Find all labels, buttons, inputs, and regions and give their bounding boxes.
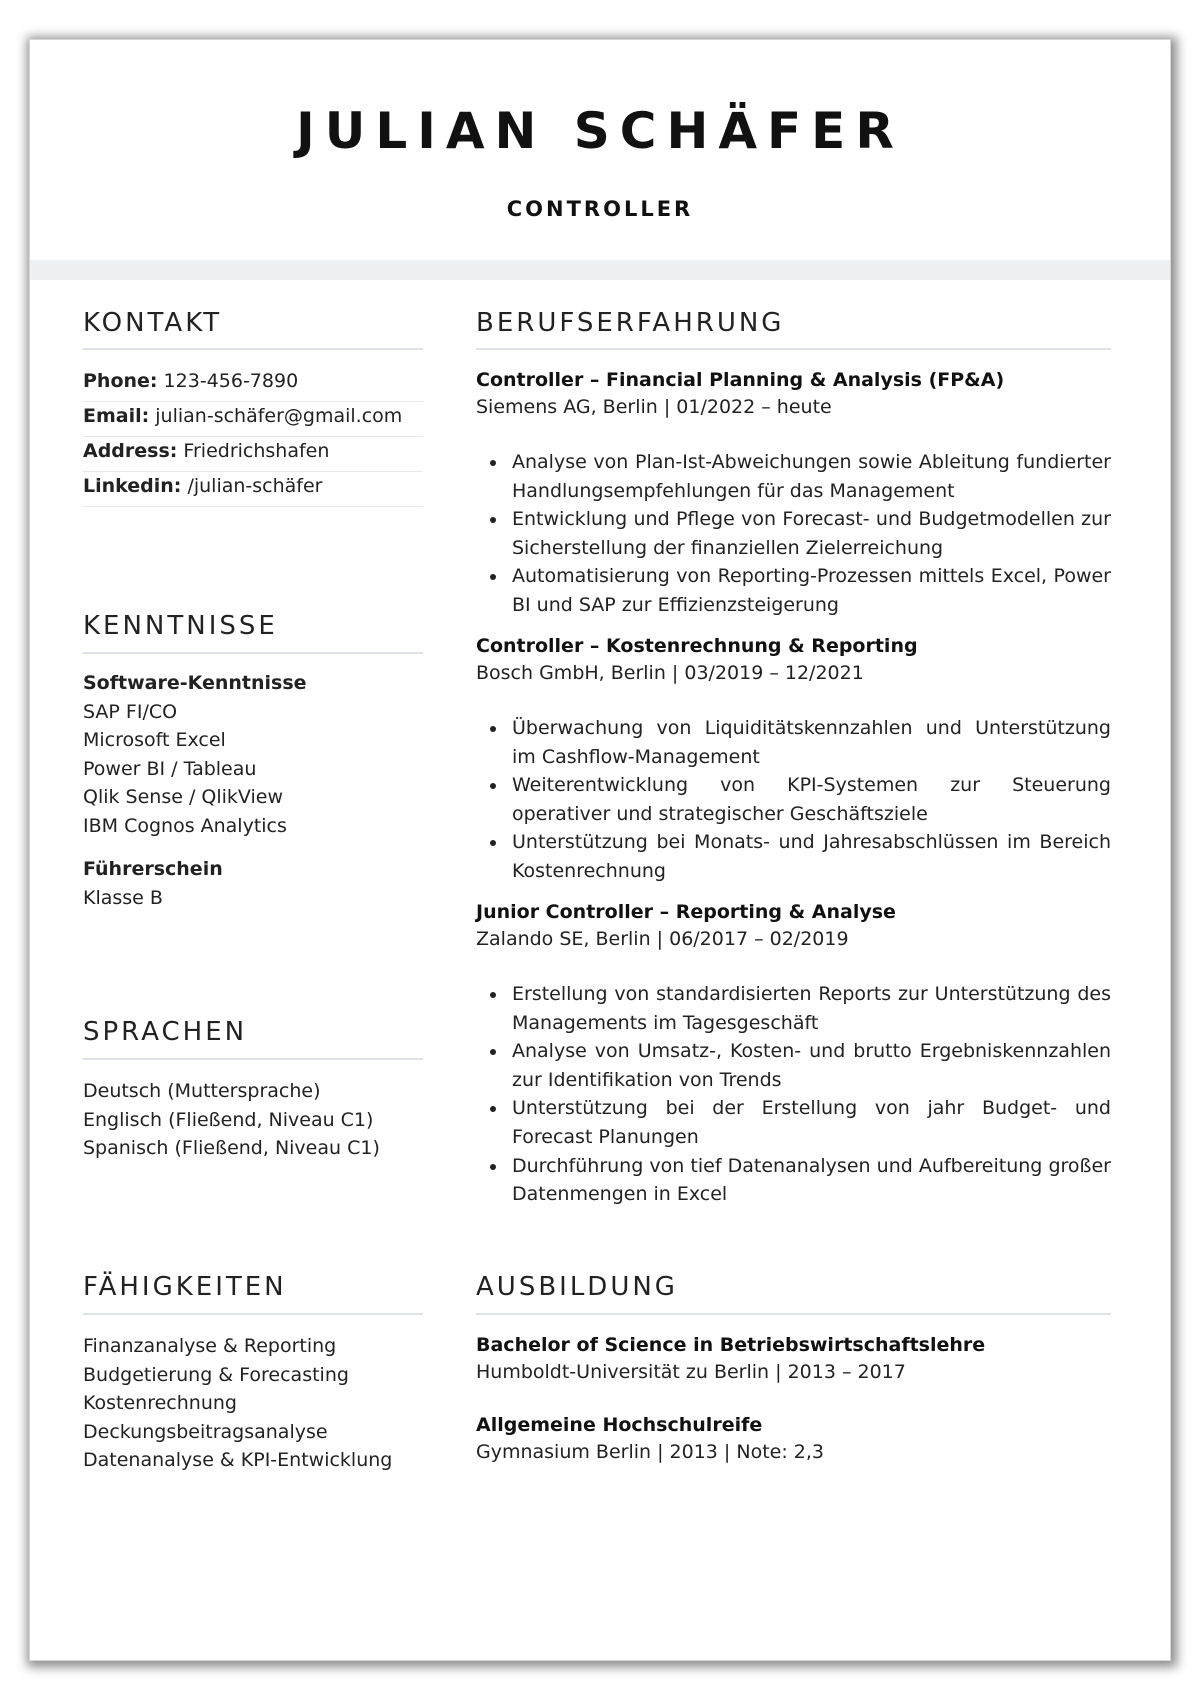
job-bullet: Durchführung von tief Datenanalysen und Aufbereitung großer Datenmengen in Excel — [476, 1152, 1111, 1209]
job-2-bullets — [476, 714, 1111, 886]
contact-address-value: Friedrichshafen — [177, 440, 330, 462]
software-heading: Software-Kenntnisse — [83, 672, 307, 694]
job-bullet: Erstellung von standardisierten Reports zur Unterstützung des Managements im Tagesgeschäft — [476, 980, 1111, 1037]
ability-item: Deckungsbeitragsanalyse — [83, 1420, 328, 1443]
job-3-meta: Zalando SE, Berlin | 06/2017 – 02/2019 — [476, 928, 849, 950]
job-bullet: Analyse von Plan-Ist-Abweichungen sowie Ableitung fundierter Handlungsempfehlungen für das Management — [476, 448, 1111, 505]
job-role: CONTROLLER — [506, 197, 694, 221]
section-divider — [83, 1313, 423, 1315]
header-band — [30, 260, 1170, 280]
resume-page — [30, 40, 1170, 1660]
job-bullet: Unterstützung bei der Erstellung von jahr Budget- und Forecast Planungen — [476, 1094, 1111, 1151]
job-2-title: Controller – Kostenrechnung & Reporting — [476, 635, 918, 657]
software-item: SAP FI/CO — [83, 700, 178, 723]
section-title-contact: KONTAKT — [83, 308, 223, 338]
job-bullet: Weiterentwicklung von KPI-Systemen zur Steuerung operativer und strategischer Geschäftsziele — [476, 771, 1111, 828]
contact-address — [83, 434, 423, 472]
software-item: Qlik Sense / QlikView — [83, 786, 284, 809]
section-divider — [83, 1058, 423, 1060]
section-title-experience: BERUFSERFAHRUNG — [476, 308, 785, 338]
ability-item: Datenanalyse & KPI-Entwicklung — [83, 1449, 393, 1472]
contact-email-label: Email: — [83, 405, 150, 427]
software-list — [83, 669, 307, 841]
contact-email — [83, 399, 423, 437]
license-block — [83, 855, 223, 912]
software-item: Power BI / Tableau — [83, 757, 257, 780]
person-name: JULIAN SCHÄFER — [296, 102, 904, 160]
ability-item: Budgetierung & Forecasting — [83, 1363, 349, 1386]
software-item: IBM Cognos Analytics — [83, 814, 287, 837]
education-2-meta: Gymnasium Berlin | 2013 | Note: 2,3 — [476, 1441, 825, 1463]
job-bullet: Unterstützung bei Monats- und Jahresabschlüssen im Bereich Kostenrechnung — [476, 828, 1111, 885]
job-2-meta: Bosch GmbH, Berlin | 03/2019 – 12/2021 — [476, 662, 864, 684]
education-1-degree: Bachelor of Science in Betriebswirtschaftslehre — [476, 1334, 986, 1356]
language-item: Deutsch (Muttersprache) — [83, 1080, 321, 1102]
resume-header — [30, 40, 1170, 260]
job-3-bullets — [476, 980, 1111, 1209]
contact-address-label: Address: — [83, 440, 178, 462]
contact-phone-label: Phone: — [83, 370, 158, 392]
license-heading: Führerschein — [83, 858, 223, 880]
software-item: Microsoft Excel — [83, 729, 226, 752]
section-title-skills: KENNTNISSE — [83, 611, 278, 641]
ability-item: Finanzanalyse & Reporting — [83, 1335, 337, 1357]
job-1-bullets — [476, 448, 1111, 620]
section-title-education: AUSBILDUNG — [476, 1272, 678, 1302]
education-1-meta: Humboldt-Universität zu Berlin | 2013 – 2017 — [476, 1361, 906, 1383]
job-bullet: Automatisierung von Reporting-Prozessen mittels Excel, Power BI und SAP zur Effizienzsteigerung — [476, 562, 1111, 619]
section-divider — [476, 348, 1111, 350]
ability-item: Kostenrechnung — [83, 1392, 237, 1415]
license-value: Klasse B — [83, 886, 163, 909]
job-bullet: Analyse von Umsatz-, Kosten- und brutto Ergebniskennzahlen zur Identifikation von Trends — [476, 1037, 1111, 1094]
language-item: Spanisch (Fließend, Niveau C1) — [83, 1137, 380, 1160]
contact-linkedin — [83, 469, 423, 507]
job-bullet: Entwicklung und Pflege von Forecast- und Budgetmodellen zur Sicherstellung der finanziellen Zielerreichung — [476, 505, 1111, 562]
language-list — [83, 1077, 380, 1163]
contact-linkedin-label: Linkedin: — [83, 475, 182, 497]
section-title-languages: SPRACHEN — [83, 1017, 248, 1047]
section-divider — [476, 1313, 1111, 1315]
section-divider — [83, 652, 423, 654]
job-1-meta: Siemens AG, Berlin | 01/2022 – heute — [476, 396, 832, 418]
job-bullet: Überwachung von Liquiditätskennzahlen und Unterstützung im Cashflow-Management — [476, 714, 1111, 771]
contact-linkedin-value: /julian-schäfer — [181, 475, 323, 497]
abilities-list — [83, 1332, 392, 1475]
education-2-degree: Allgemeine Hochschulreife — [476, 1414, 763, 1436]
section-title-abilities: FÄHIGKEITEN — [83, 1272, 287, 1302]
contact-phone — [83, 364, 423, 402]
section-divider — [83, 348, 423, 350]
contact-email-value: julian-schäfer@gmail.com — [149, 405, 403, 427]
language-item: Englisch (Fließend, Niveau C1) — [83, 1108, 374, 1131]
contact-phone-value: 123-456-7890 — [157, 370, 299, 392]
job-3-title: Junior Controller – Reporting & Analyse — [476, 901, 896, 923]
job-1-title: Controller – Financial Planning & Analysis (FP&A) — [476, 369, 1005, 391]
